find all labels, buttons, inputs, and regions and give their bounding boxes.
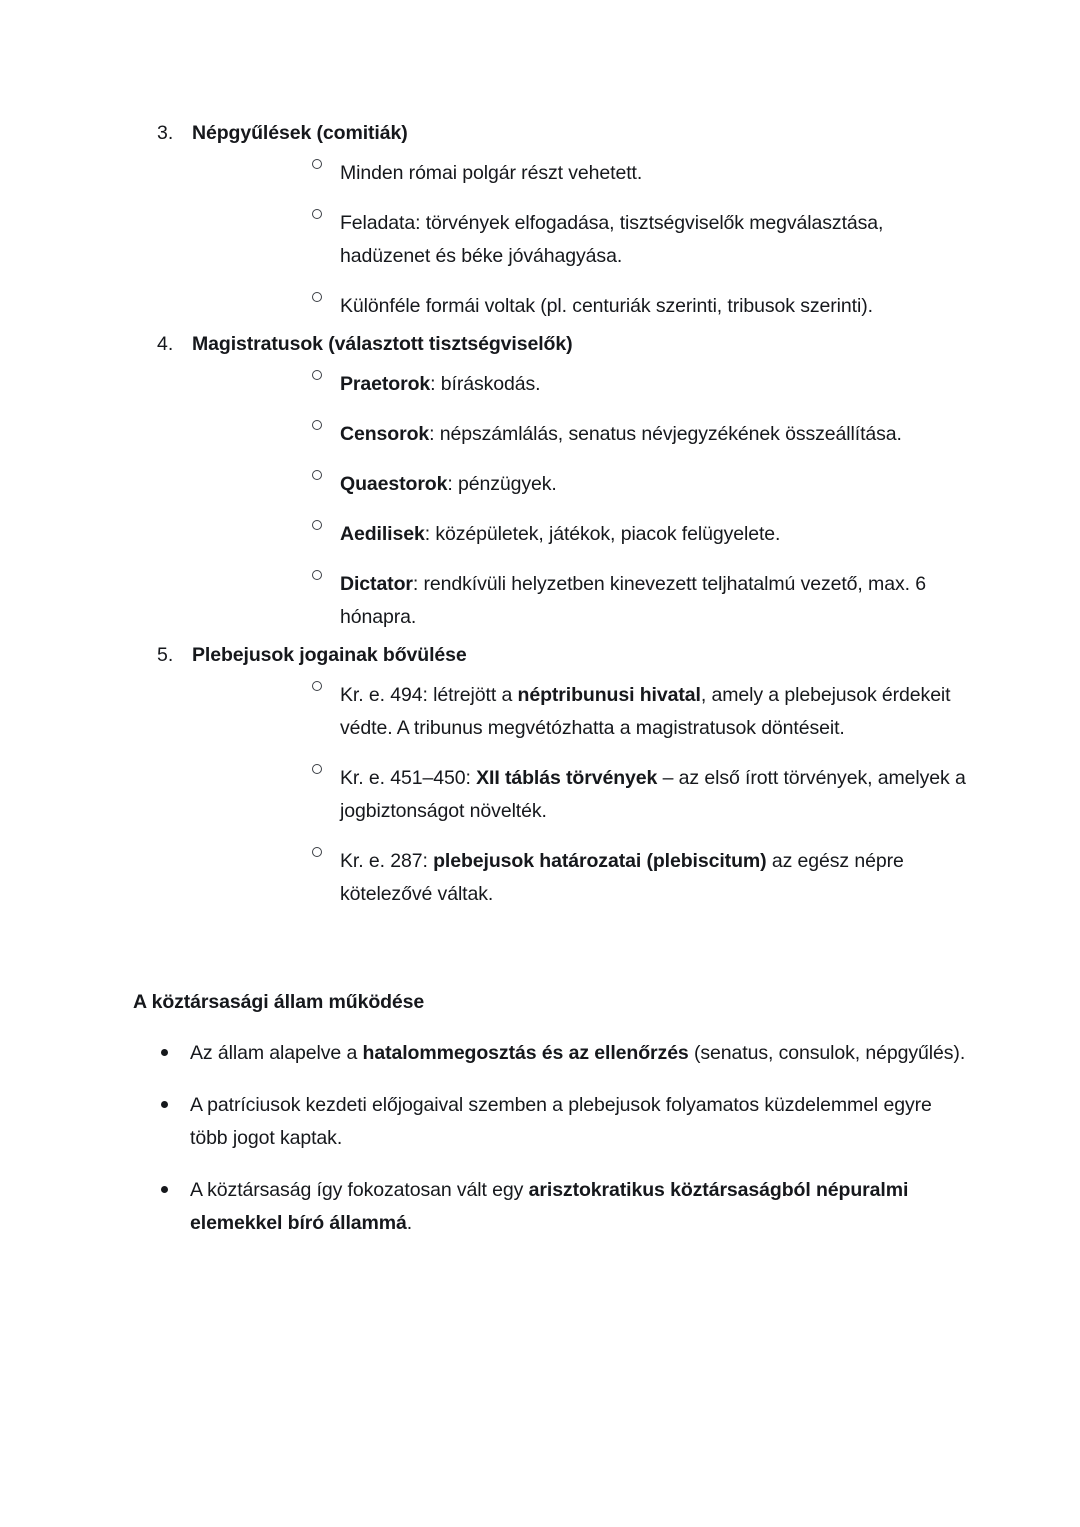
list-item-text	[340, 373, 540, 395]
list-item	[192, 418, 970, 451]
list-item	[192, 762, 970, 828]
numbered-section	[110, 329, 970, 634]
list-item-text	[190, 1094, 932, 1149]
dot-bullet-icon	[161, 1049, 168, 1056]
sub-item-text-0: Különféle formái voltak (pl. centuriák szerinti, tribusok szerinti).	[340, 295, 873, 317]
sub-item-text-1: : bíráskodás.	[430, 373, 541, 395]
list-item-text	[340, 162, 642, 184]
sub-bullet-list	[192, 368, 970, 634]
bullet-text-0: Az állam alapelve a	[190, 1042, 363, 1064]
bullet-text-2: (senatus, consulok, népgyűlés).	[688, 1042, 966, 1064]
list-item-text	[340, 523, 780, 545]
list-item	[192, 207, 970, 273]
list-item-text	[340, 573, 926, 628]
sub-item-strong-0: Aedilisek	[340, 523, 425, 545]
list-item-text	[340, 423, 902, 445]
sub-item-text-1: : középületek, játékok, piacok felügyelete.	[424, 523, 781, 545]
numbered-section-heading: Plebejusok jogainak bővülése	[192, 644, 467, 666]
numbered-section	[110, 118, 970, 323]
sub-item-text-0: Kr. e. 451–450:	[340, 767, 477, 789]
sub-item-text-0: Feladata: törvények elfogadása, tisztségviselők megválasztása, hadüzenet és béke jóváhagyása.	[340, 212, 884, 267]
list-item	[192, 157, 970, 190]
list-item	[192, 518, 970, 551]
sub-item-text-0: Minden római polgár részt vehetett.	[340, 162, 643, 184]
circle-bullet-icon	[312, 570, 322, 580]
sub-item-strong-1: XII táblás törvények	[476, 767, 658, 789]
sub-item-text-0: Kr. e. 287:	[340, 850, 434, 872]
list-item	[110, 1089, 970, 1155]
circle-bullet-icon	[312, 764, 322, 774]
sub-bullet-list	[192, 679, 970, 911]
list-item-text	[340, 212, 883, 267]
list-number-marker: 4.	[157, 333, 174, 355]
list-item	[192, 290, 970, 323]
list-item	[192, 468, 970, 501]
sub-item-text-1: : népszámlálás, senatus névjegyzékének összeállítása.	[429, 423, 902, 445]
list-item	[110, 1174, 970, 1240]
list-number-marker: 3.	[157, 122, 174, 144]
circle-bullet-icon	[312, 681, 322, 691]
list-item	[192, 368, 970, 401]
numbered-section-list	[110, 118, 970, 911]
list-number-marker: 5.	[157, 644, 174, 666]
list-item-text	[340, 850, 904, 905]
dot-bullet-icon	[161, 1186, 168, 1193]
sub-item-text-1: : rendkívüli helyzetben kinevezett teljhatalmú vezető, max. 6 hónapra.	[340, 573, 926, 628]
list-item-text	[340, 684, 951, 739]
dot-bullet-icon	[161, 1101, 168, 1108]
sub-item-strong-1: néptribunusi hivatal	[517, 684, 701, 706]
bullet-strong-1: hatalommegosztás és az ellenőrzés	[362, 1042, 689, 1064]
circle-bullet-icon	[312, 370, 322, 380]
numbered-section-heading: Magistratusok (választott tisztségviselők)	[192, 333, 573, 355]
sub-item-strong-1: plebejusok határozatai (plebiscitum)	[433, 850, 767, 872]
sub-item-strong-0: Quaestorok	[340, 473, 448, 495]
circle-bullet-icon	[312, 159, 322, 169]
bullet-text-0: A köztársaság így fokozatosan vált egy	[190, 1179, 529, 1201]
circle-bullet-icon	[312, 520, 322, 530]
list-item-text	[340, 473, 557, 495]
sub-item-text-1: : pénzügyek.	[447, 473, 557, 495]
list-item	[192, 568, 970, 634]
sub-item-text-2: az egész népre kötelezővé váltak.	[340, 850, 904, 905]
list-item-text	[340, 767, 966, 822]
circle-bullet-icon	[312, 292, 322, 302]
sub-item-strong-0: Censorok	[340, 423, 430, 445]
sub-item-text-0: Kr. e. 494: létrejött a	[340, 684, 518, 706]
circle-bullet-icon	[312, 470, 322, 480]
sub-bullet-list	[192, 157, 970, 323]
bullet-strong-1: arisztokratikus köztársaságból népuralmi elemekkel bíró állammá	[190, 1179, 909, 1234]
numbered-section	[110, 640, 970, 911]
bullet-text-0: A patríciusok kezdeti előjogaival szemben a plebejusok folyamatos küzdelemmel egyre több jogot kaptak.	[190, 1094, 932, 1149]
list-item	[192, 845, 970, 911]
sub-item-text-2: , amely a plebejusok érdekeit védte. A tribunus megvétózhatta a magistratusok döntéseit.	[340, 684, 951, 739]
list-item-text	[340, 295, 873, 317]
numbered-section-heading: Népgyűlések (comitiák)	[192, 122, 408, 144]
circle-bullet-icon	[312, 209, 322, 219]
bullet-text-2: .	[406, 1212, 413, 1234]
sub-item-text-2: – az első írott törvények, amelyek a jogbiztonságot növelték.	[340, 767, 966, 822]
list-item	[192, 679, 970, 745]
document-content	[110, 118, 970, 1240]
sub-item-strong-0: Dictator	[340, 573, 413, 595]
list-item-text	[190, 1042, 965, 1064]
list-item	[110, 1037, 970, 1070]
section-heading-allam-mukodese: A köztársasági állam működése	[133, 991, 425, 1013]
closing-bullet-list	[110, 1037, 970, 1240]
circle-bullet-icon	[312, 420, 322, 430]
sub-item-strong-0: Praetorok	[340, 373, 431, 395]
list-item-text	[190, 1179, 908, 1234]
circle-bullet-icon	[312, 847, 322, 857]
